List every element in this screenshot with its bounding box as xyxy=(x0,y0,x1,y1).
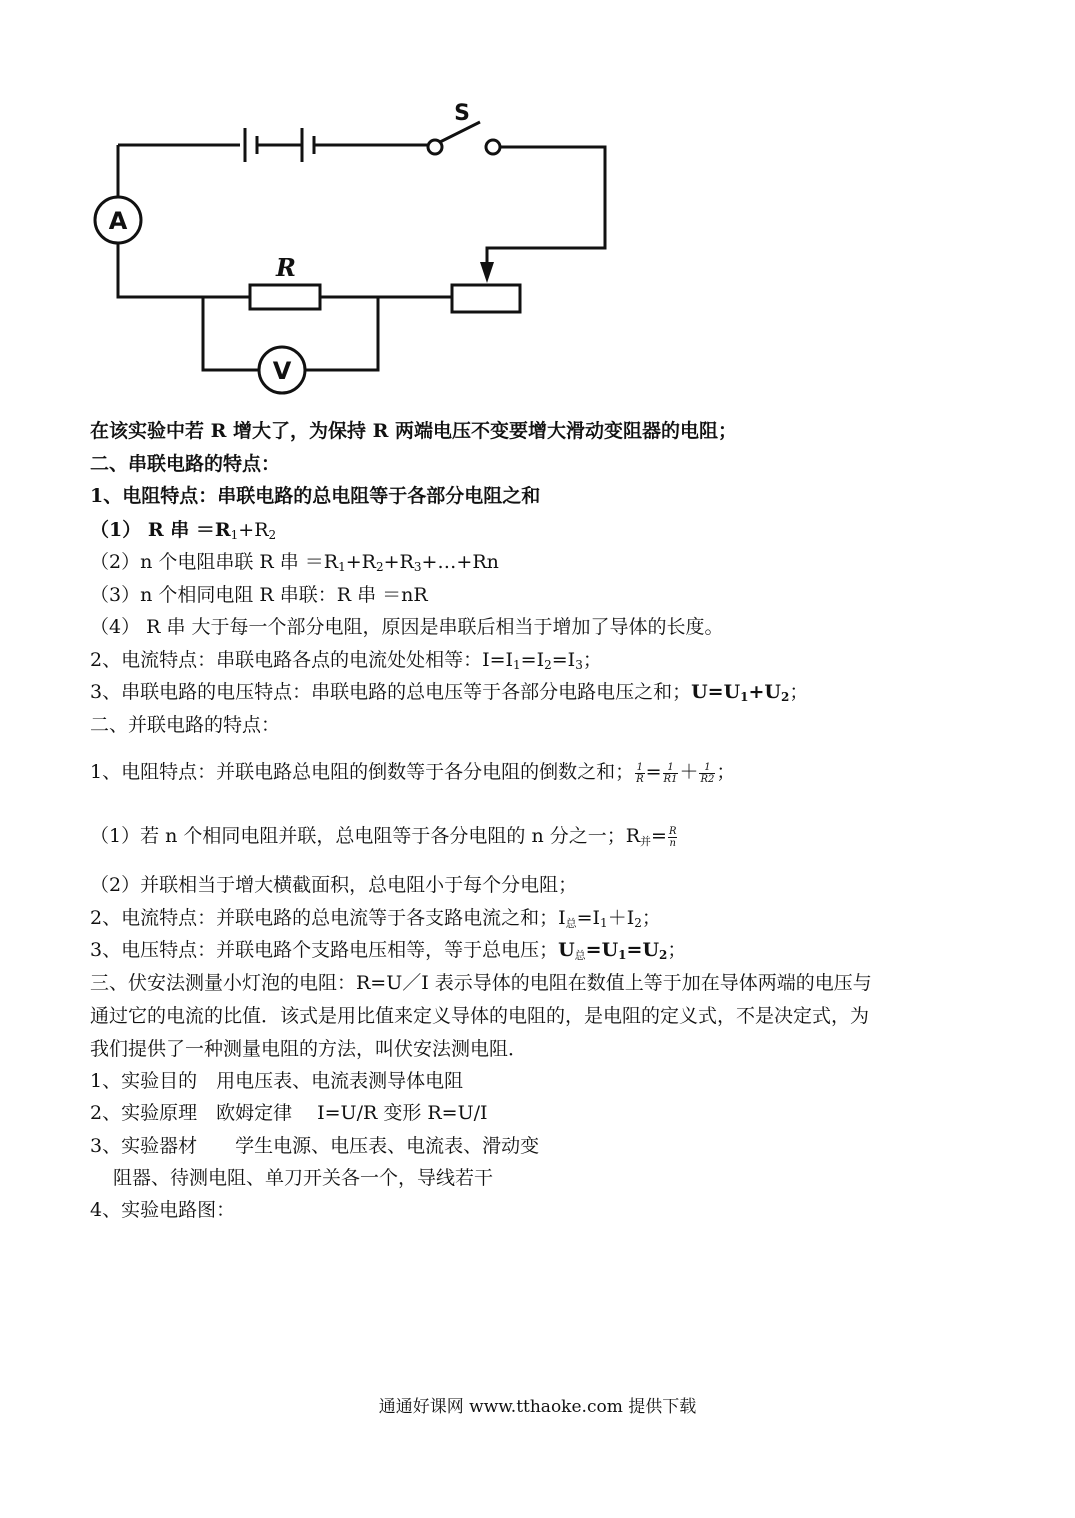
voltmeter-label: V xyxy=(272,357,292,385)
resistor-label: R xyxy=(276,253,296,282)
current-series: 2、电流特点：串联电路各点的电流处处相等：$I=I_1=I_2=I_3$； xyxy=(90,649,602,672)
experiment-purpose: 1、实验目的 用电压表、电流表测导体电阻 xyxy=(90,1070,464,1092)
experiment-circuit-heading: 4、实验电路图： xyxy=(90,1199,236,1221)
text-line-6: （3）n 个相同电阻 R 串联：R 串 ＝nR xyxy=(90,584,428,606)
experiment-equipment-cont: 阻器、待测电阻、单刀开关各一个，导线若干 xyxy=(113,1167,494,1189)
switch-label: S xyxy=(454,101,470,126)
formula-series-1: （1） R 串 $=R_1+R_2$ xyxy=(90,519,277,542)
text-line-18: 我们提供了一种测量电阻的方法，叫伏安法测电阻． xyxy=(90,1038,528,1060)
voltage-parallel: 3、电压特点：并联电路个支路电压相等，等于总电压；$U_总=U_1=U_2$； xyxy=(90,939,687,962)
heading-parallel-circuit: 二、并联电路的特点： xyxy=(90,714,281,736)
text-line-7: （4） R 串 大于每一个部分电阻，原因是串联后相当于增加了导体的长度。 xyxy=(90,616,724,638)
text-line-13: （2）并联相当于增大横截面积，总电阻小于每个分电阻； xyxy=(90,874,578,896)
text-line-3: 1、电阻特点：串联电路的总电阻等于各部分电阻之和 xyxy=(90,485,541,507)
ammeter-label: A xyxy=(108,207,128,235)
rheostat-slider-arrow xyxy=(480,262,494,283)
resistor-r xyxy=(250,285,320,309)
wire-left-bottom xyxy=(118,243,250,297)
resistance-parallel: 1、电阻特点：并联电路总电阻的倒数等于各分电阻的倒数之和； $\frac{1}{R}$ = $\frac{1}{R1}$ ＋ $\frac{1}{R2}$ ； xyxy=(90,761,736,785)
text-line-16: 三、伏安法测量小灯泡的电阻：R=U／I 表示导体的电阻在数值上等于加在导体两端的电压与 xyxy=(90,972,872,994)
formula-series-2: （2）n 个电阻串联 R 串 $=R_1+R_2+R_3+\dots+Rn$ xyxy=(90,551,499,574)
text-line-17: 通过它的电流的比值．该式是用比值来定义导体的电阻的，是电阻的定义式，不是决定式，为 xyxy=(90,1005,870,1027)
experiment-principle: 2、实验原理 欧姆定律 I=U/R 变形 R=U/I xyxy=(90,1102,488,1124)
parallel-equal-resistors: （1）若 n 个相同电阻并联，总电阻等于各分电阻的 n 分之一；$R_并=$ $\frac{R}{n}$ xyxy=(90,825,677,849)
current-parallel: 2、电流特点：并联电路的总电流等于各支路电流之和；$I_总=I_1+I_2$； xyxy=(90,907,661,930)
voltage-series: 3、串联电路的电压特点：串联电路的总电压等于各部分电路电压之和；$U=U_1+U_2$； xyxy=(90,681,809,704)
switch-contact-left xyxy=(428,140,442,154)
switch-contact-right xyxy=(486,140,500,154)
text-line-1: 在该实验中若 R 增大了，为保持 R 两端电压不变要增大滑动变阻器的电阻； xyxy=(90,420,738,442)
footer-credit: 通通好课网 www.tthaoke.com 提供下载 xyxy=(378,1397,697,1417)
wire-right xyxy=(487,147,605,262)
rheostat xyxy=(452,285,520,312)
circuit-diagram xyxy=(90,100,630,400)
experiment-equipment: 3、实验器材 学生电源、电压表、电流表、滑动变 xyxy=(90,1135,540,1157)
heading-series-circuit: 二、串联电路的特点： xyxy=(90,453,281,475)
